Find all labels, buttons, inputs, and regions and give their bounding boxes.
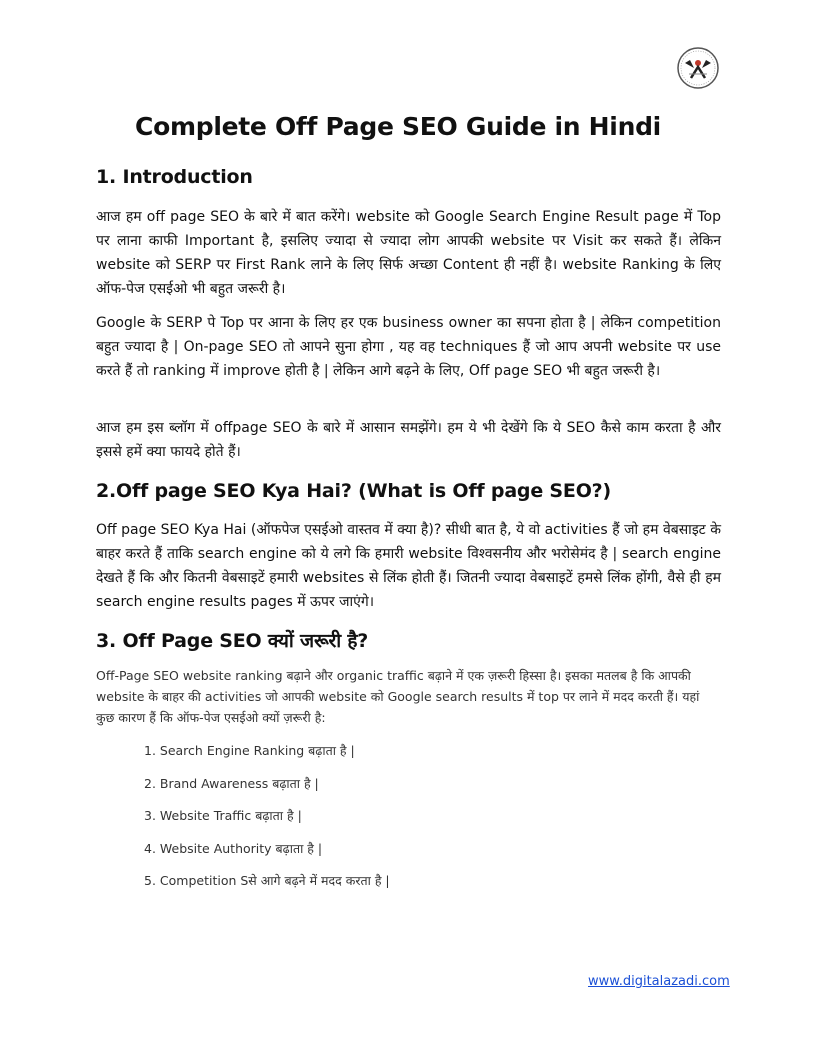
list-item: 5. Competition Sसे आगे बढ़ने में मदद करता है | [144,873,390,888]
list-item: 1. Search Engine Ranking बढ़ाता है | [144,743,355,758]
what-is-paragraph: Off page SEO Kya Hai (ऑफपेज एसईओ वास्तव में क्या है)? सीधी बात है, ये वो activities हैं जो हम वेबसाइट के बाहर करते हैं ताकि search engine को ये लगे कि हमारी website विश्वसनीय और भरोसेमंद है | search engine देखते हैं कि और कितनी वेबसाइटें हमारी websites से लिंक होती हैं। जितनी ज्यादा वेबसाइटें हमसे लिंक होंगी, वैसे ही हम search engine results pages में ऊपर जाएंगे। [96,522,721,610]
list-item: 2. Brand Awareness बढ़ाता है | [144,775,319,791]
why-important-paragraph: Off-Page SEO website ranking बढ़ाने और organic traffic बढ़ाने में एक ज़रूरी हिस्सा है। इसका मतलब है कि आपकी website के बाहर की activities जो आपकी website को Google search results में top पर लाने में मदद करती हैं। यहां कुछ कारण हैं कि ऑफ-पेज एसईओ क्यों ज़रूरी है: [96,668,700,725]
section-heading-what-is-off-page-seo: 2.Off page SEO Kya Hai? (What is Off page SEO?) [96,480,611,502]
intro-paragraph-2: Google के SERP पे Top पर आना के लिए हर एक business owner का सपना होता है | लेकिन competition बहुत ज्यादा है | On-page SEO तो आपने सुना होगा , यह वह techniques हैं जो आप अपनी website पर use करते हैं तो ranking में improve होती है | लेकिन आगे बढ़ने के लिए, Off page SEO भी बहुत जरूरी है। [96,315,721,379]
intro-paragraph-3: आज हम इस ब्लॉग में offpage SEO के बारे में आसान समझेंगे। हम ये भी देखेंगे कि ये SEO कैसे काम करता है और इससे हमें क्या फायदे होते हैं। [96,420,721,460]
document-title: Complete Off Page SEO Guide in Hindi [135,112,661,141]
intro-paragraph-1: आज हम off page SEO के बारे में बात करेंगे। website को Google Search Engine Result page में Top पर लाना काफी Important है, इसलिए ज्यादा से ज्यादा लोग आपकी website पर Visit कर सकते हैं। लेकिन website को SERP पर First Rank लाने के लिए सिर्फ अच्छा Content ही नहीं है। website Ranking के लिए ऑफ-पेज एसईओ भी बहुत जरूरी है। [96,209,721,297]
brand-logo [676,46,720,90]
section-heading-introduction: 1. Introduction [96,166,253,188]
list-item: 4. Website Authority बढ़ाता है | [144,840,323,856]
list-item: 3. Website Traffic बढ़ाता है | [144,808,302,823]
section-heading-why-important: 3. Off Page SEO क्यों जरूरी है? [96,630,369,652]
reasons-list [144,741,390,904]
website-link[interactable]: www.digitalazadi.com [588,974,730,989]
